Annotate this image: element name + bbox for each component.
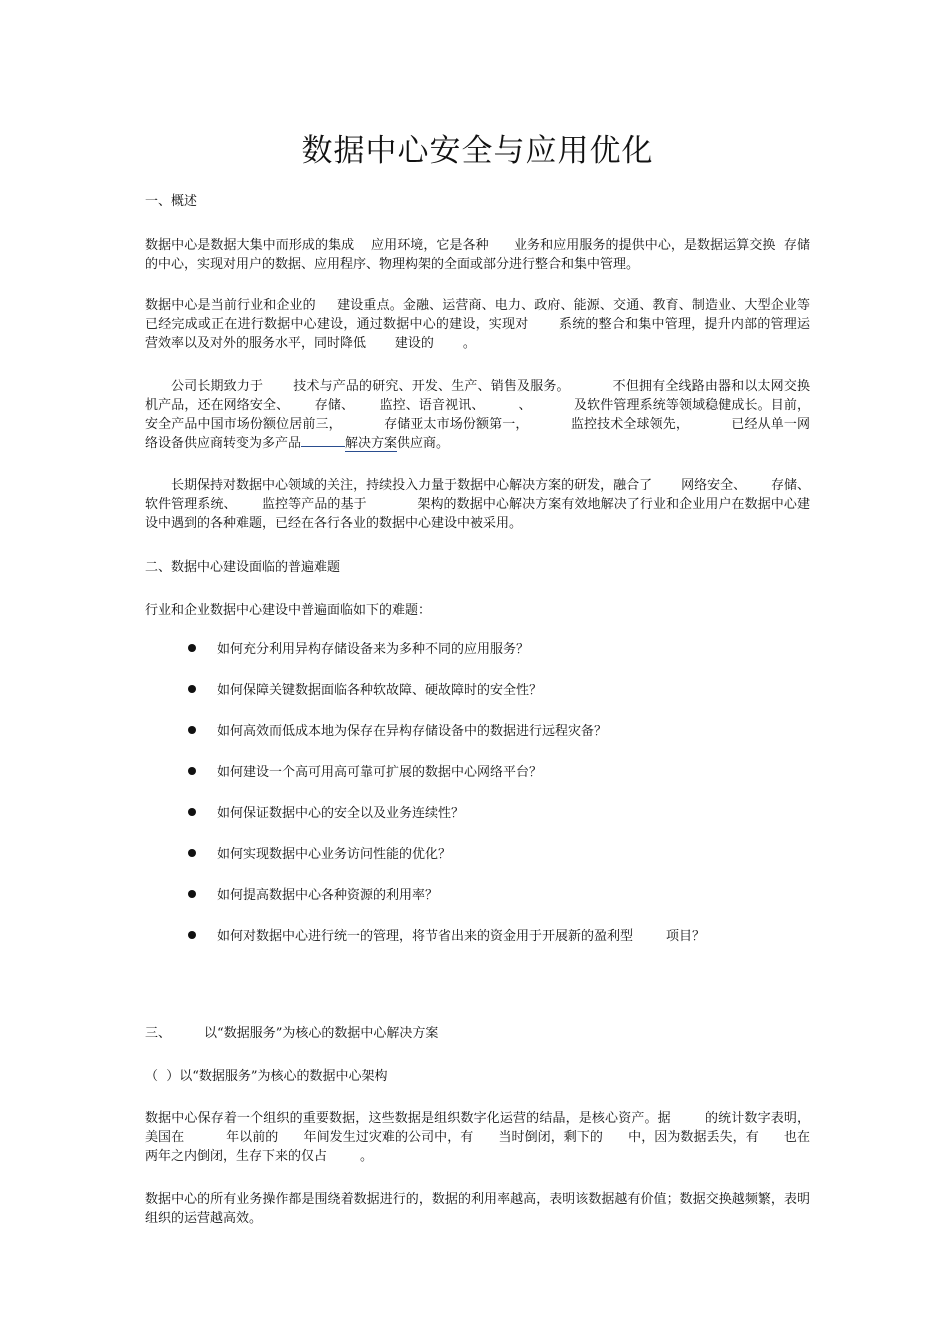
list-item: 如何对数据中心进行统一的管理，将节省出来的资金用于开展新的盈利型 项目？ xyxy=(145,927,810,968)
list-item: 如何保障关键数据面临各种软故障、硬故障时的安全性？ xyxy=(145,681,810,722)
section-2-intro: 行业和企业数据中心建设中普遍面临如下的难题： xyxy=(145,603,432,618)
bullet-icon xyxy=(188,931,196,939)
section-2-heading: 二、数据中心建设面临的普遍难题 xyxy=(145,560,341,575)
bullet-icon xyxy=(188,685,196,693)
list-item: 如何实现数据中心业务访问性能的优化？ xyxy=(145,845,810,886)
paragraph-company-text: 公司长期致力于 技术与产品的研究、开发、生产、销售及服务。 不但拥有全线路由器和以太网交换机产品，还在网络安全、 存储、 监控、语音视讯、 、 及软件管理系统等领域稳健成长。目前，安全产品中国市场份额位居前三， 存储亚太市场份额第一， 监控技术全球领先， 已经从单一网络设备供应商转变为多产品 xyxy=(145,379,810,451)
list-item: 如何建设一个高可用高可靠可扩展的数据中心网络平台？ xyxy=(145,763,810,804)
page-title: 数据中心安全与应用优化 xyxy=(301,132,654,169)
paragraph-focus: 长期保持对数据中心领域的关注，持续投入力量于数据中心解决方案的研发，融合了 网络安全、 存储、软件管理系统、 监控等产品的基于 架构的数据中心解决方案有效地解决了行业和企业用户在数据中心建设中遇到的各种难题，已经在各行各业的数据中心建设中被采用。 xyxy=(145,478,810,531)
bullet-icon xyxy=(188,808,196,816)
list-item: 如何充分利用异构存储设备来为多种不同的应用服务？ xyxy=(145,640,810,681)
paragraph-data-importance: 数据中心保存着一个组织的重要数据，这些数据是组织数字化运营的结晶，是核心资产。据 的统计数字表明，美国在 年以前的 年间发生过灾难的公司中，有 当时倒闭，剩下的 中，因为数据丢失，有 也在两年之内倒闭，生存下来的仅占 。 xyxy=(145,1111,810,1164)
solution-link[interactable]: 解决方案 xyxy=(345,436,398,451)
section-3-heading: 三、 以“数据服务”为核心的数据中心解决方案 xyxy=(145,1026,439,1041)
section-1-heading: 一、概述 xyxy=(145,194,198,209)
list-item: 如何提高数据中心各种资源的利用率？ xyxy=(145,886,810,927)
bullet-icon xyxy=(188,726,196,734)
paragraph-company-end: 供应商。 xyxy=(397,436,450,451)
bullet-icon xyxy=(188,644,196,652)
list-item: 如何高效而低成本地为保存在异构存储设备中的数据进行远程灾备？ xyxy=(145,722,810,763)
paragraph-overview-2: 数据中心是当前行业和企业的 建设重点。金融、运营商、电力、政府、能源、交通、教育、制造业、大型企业等已经完成或正在进行数据中心建设，通过数据中心的建设，实现对 系统的整合和集中管理，提升内部的管理运营效率以及对外的服务水平，同时降低 建设的 。 xyxy=(145,298,810,351)
section-3-subheading: （ ）以“数据服务”为核心的数据中心架构 xyxy=(145,1069,388,1084)
challenge-list xyxy=(145,640,810,968)
paragraph-data-operations: 数据中心的所有业务操作都是围绕着数据进行的，数据的利用率越高，表明该数据越有价值；数据交换越频繁，表明组织的运营越高效。 xyxy=(145,1192,810,1226)
link-underline xyxy=(301,446,345,447)
bullet-icon xyxy=(188,890,196,898)
list-item: 如何保证数据中心的安全以及业务连续性？ xyxy=(145,804,810,845)
bullet-icon xyxy=(188,849,196,857)
paragraph-company xyxy=(145,377,810,453)
bullet-icon xyxy=(188,767,196,775)
paragraph-overview-1: 数据中心是数据大集中而形成的集成 应用环境，它是各种 业务和应用服务的提供中心，是数据运算交换 存储的中心，实现对用户的数据、应用程序、物理构架的全面或部分进行整合和集中管理。 xyxy=(145,238,810,272)
